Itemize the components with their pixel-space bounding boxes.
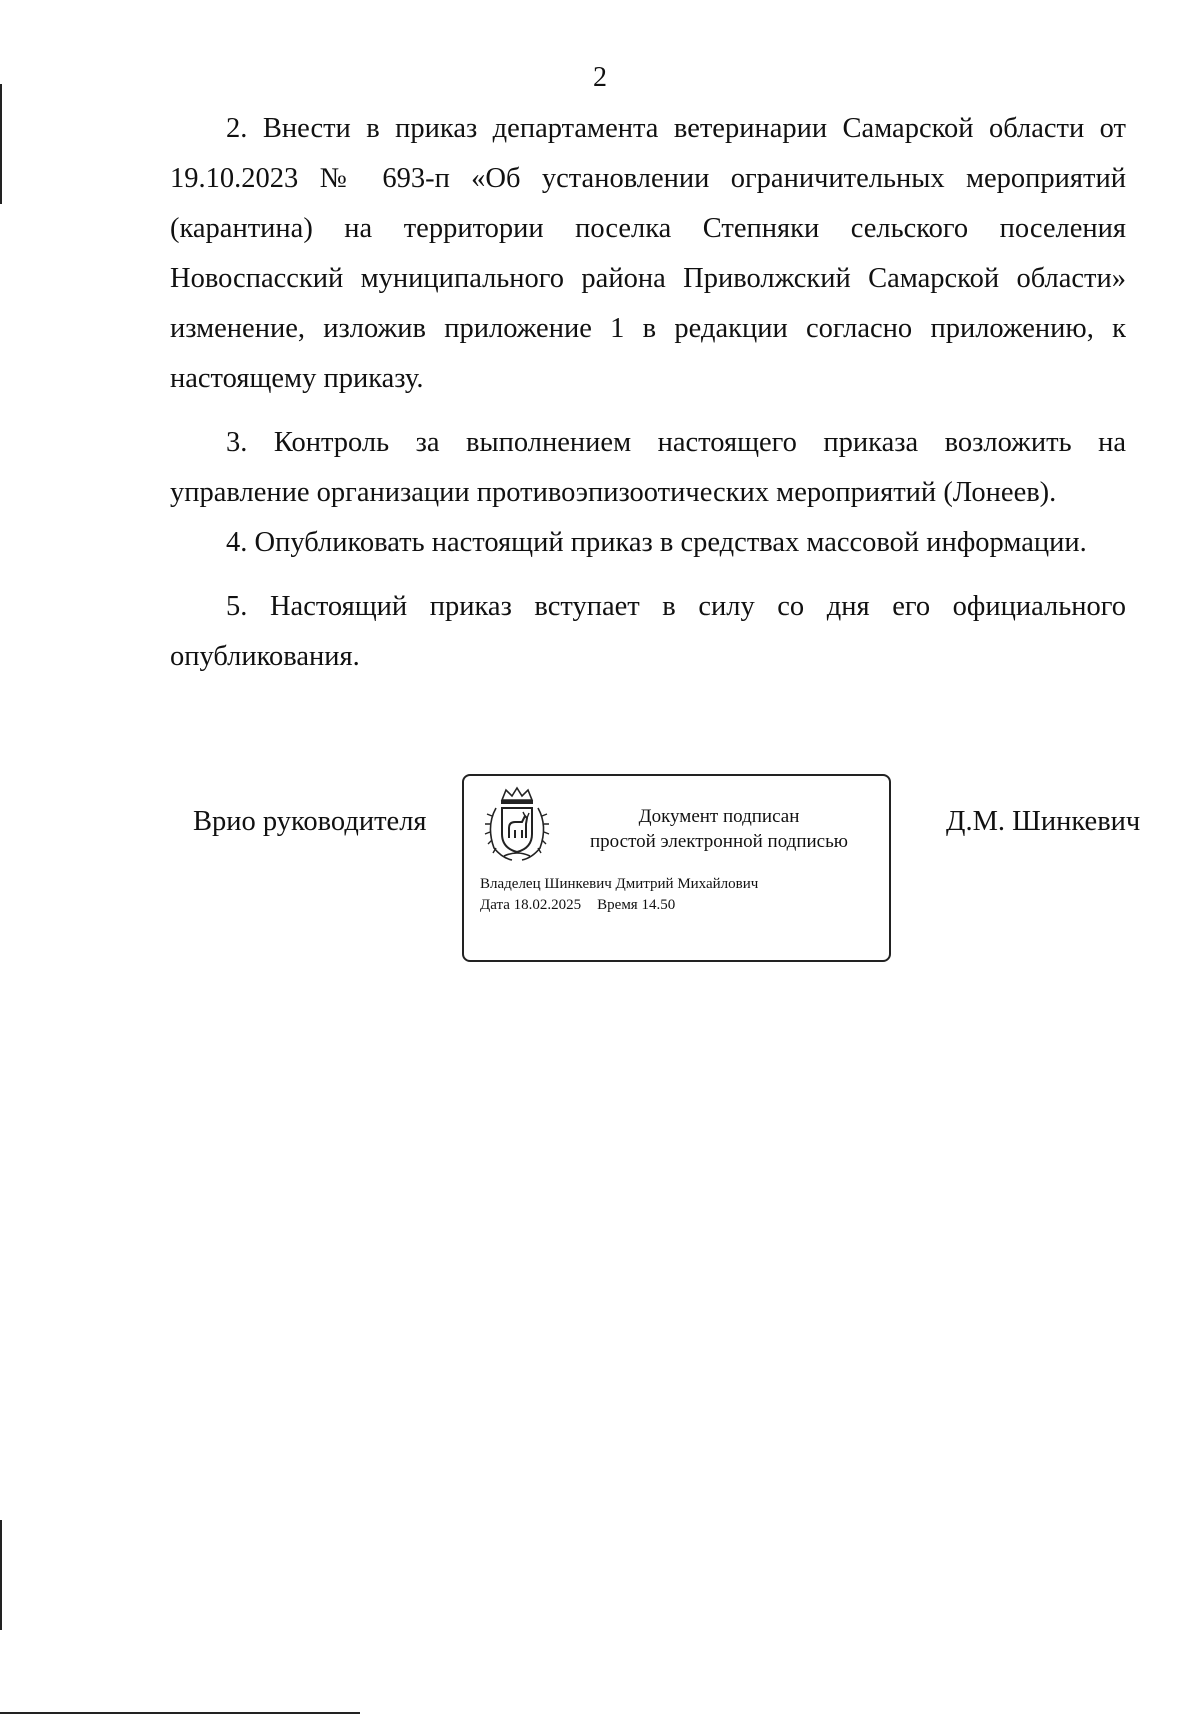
electronic-signature-stamp [462,774,891,962]
paragraph-5: 5. Настоящий приказ вступает в силу со дня его официального опубликования. [170,591,1126,672]
page-number: 2 [593,62,607,93]
scan-edge-mark [0,84,2,204]
stamp-line-simple-signature: простой электронной подписью [590,831,848,852]
paragraph-2: 2. Внести в приказ департамента ветеринарии Самарской области от 19.10.2023 № 693-п «Об установлении ограничительных мероприятий (карантина) на территории поселка Степняки сельского поселения Новоспасский муниципального района Приволжский Самарской области» изменение, изложив приложение 1 в редакции согласно приложению, к настоящему приказу. [170,113,1126,394]
stamp-line-signed: Документ подписан [638,806,800,827]
signatory-name: Д.М. Шинкевич [946,806,1141,837]
stamp-details [480,874,758,916]
samara-coat-of-arms-icon [482,786,552,864]
scan-edge-mark [0,1520,2,1630]
paragraph-4: 4. Опубликовать настоящий приказ в средствах массовой информации. [226,527,1087,558]
stamp-time: Время 14.50 [597,897,676,913]
stamp-date: Дата 18.02.2025 [480,897,582,913]
document-body [170,104,1126,682]
stamp-heading [564,804,874,854]
signature-block [0,770,1200,970]
signatory-position: Врио руководителя [193,806,427,837]
stamp-owner: Владелец Шинкевич Дмитрий Михайлович [480,876,759,892]
scan-edge-mark [0,1712,360,1714]
paragraph-3: 3. Контроль за выполнением настоящего приказа возложить на управление организации противоэпизоотических мероприятий (Лонеев). [170,427,1126,508]
